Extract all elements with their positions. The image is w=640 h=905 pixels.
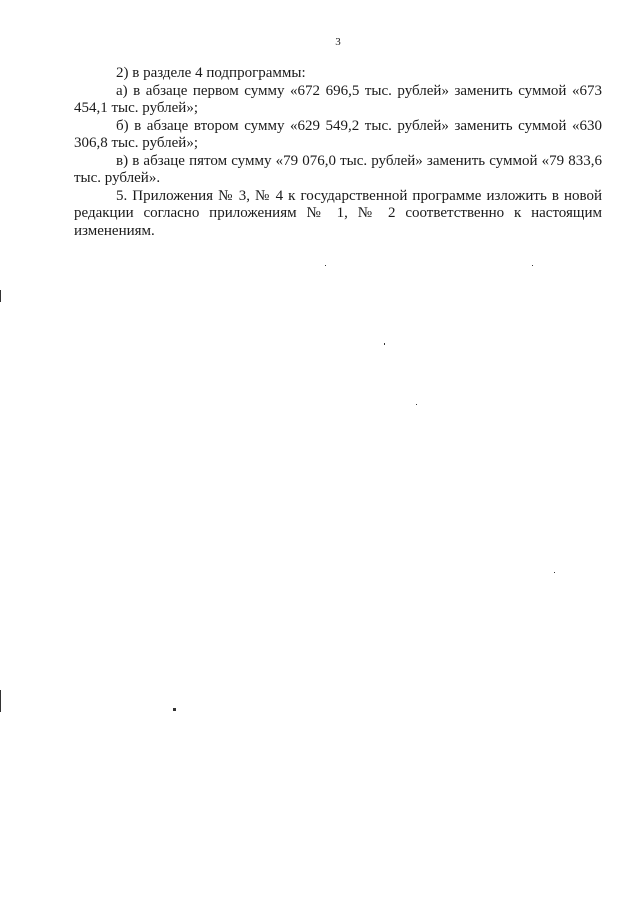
scan-speck — [554, 572, 555, 573]
paragraph-section-4-heading: 2) в разделе 4 подпрограммы: — [116, 65, 306, 81]
scan-speck — [325, 265, 326, 266]
document-body — [74, 65, 602, 240]
scan-speck — [0, 290, 1, 302]
scan-speck — [173, 708, 176, 711]
paragraph-item-5: 5. Приложения № 3, № 4 к государственной программе изложить в новой редакции согласно приложениям № 1, № 2 соответственно к настоящим изменениям. — [74, 187, 602, 239]
scan-speck — [416, 404, 417, 405]
scan-speck — [532, 265, 533, 266]
page-number: 3 — [335, 36, 341, 48]
paragraph-item-a: а) в абзаце первом сумму «672 696,5 тыс. рублей» заменить суммой «673 454,1 тыс. рублей»; — [74, 82, 602, 116]
scan-speck — [384, 343, 385, 345]
scan-speck — [0, 690, 1, 712]
paragraph-item-v: в) в абзаце пятом сумму «79 076,0 тыс. рублей» заменить суммой «79 833,6 тыс. рублей». — [74, 152, 602, 186]
paragraph-item-b: б) в абзаце втором сумму «629 549,2 тыс. рублей» заменить суммой «630 306,8 тыс. рублей»; — [74, 117, 602, 151]
